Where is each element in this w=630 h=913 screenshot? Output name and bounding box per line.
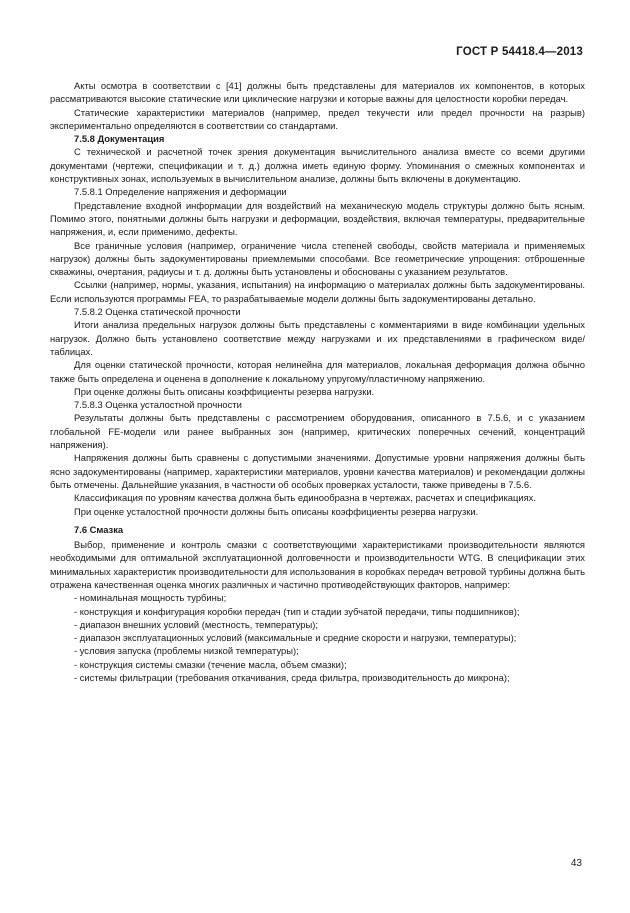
paragraph: Выбор, применение и контроль смазки с соответствующими характеристиками производительности являются необходимыми для оптимальной эксплуатационной долговечности и производительности WTG. В спецификации этих минимальных характеристик производительности для использования в коробках передач ветровой турбины должна быть отражена качественная оценка многих различных и частично противодействующих факторов, например:: [50, 539, 585, 590]
paragraph: С технической и расчетной точек зрения документация вычислительного анализа вместе со всеми другими документами (чертежи, спецификации и т. д.) должна иметь единую форму. Упоминания о смежных компонентах и конструктивных зонах, используемых в вычислительном анализе, должны быть включены в документацию.: [50, 146, 585, 185]
paragraph: Напряжения должны быть сравнены с допустимыми значениями. Допустимые уровни напряжения должны быть ясно задокументированы (например, характеристики материалов, уровни качества материалов) и рекомендации должны быть отмечены. Дальнейшие указания, в частности об особых проверках усталости, также приведены в 7.5.6.: [50, 452, 585, 490]
list-item: - диапазон внешних условий (местность, температуры);: [74, 618, 318, 630]
subsection-heading: 7.5.8.2 Оценка статической прочности: [74, 306, 241, 318]
paragraph: Ссылки (например, нормы, указания, испытания) на информацию о материалах должны быть задокументированы. Если используются программы FEA, то разрабатываемые модели должны быть задокументированы детально.: [50, 279, 585, 304]
list-item: - условия запуска (проблемы низкой температуры);: [74, 645, 299, 657]
paragraph: Акты осмотра в соответствии с [41] должны быть представлены для материалов их компонентов, в которых рассматриваются высокие статические или циклические нагрузки и которые важны для целостности коробки передач.: [50, 80, 585, 105]
paragraph: Представление входной информации для воздействий на механическую модель структуры должно быть ясным. Помимо этого, понятными должны быть нагрузки и деформации, воздействия, включая температуры, предварительные напряжения, и, если применимо, дефекты.: [50, 199, 585, 238]
section-heading: 7.6 Смазка: [74, 523, 124, 535]
standard-header: ГОСТ Р 54418.4—2013: [456, 46, 583, 58]
paragraph: Результаты должны быть представлены с рассмотрением оборудования, описанного в 7.5.6, и с указанием глобальной FE-модели или ранее выбранных зон (например, критических поперечных сечений, концентраций напряжения).: [50, 412, 585, 451]
page-number: 43: [570, 858, 582, 869]
subsection-heading: 7.5.8.3 Оценка усталостной прочности: [74, 399, 242, 411]
paragraph: При оценке усталостной прочности должны быть описаны коэффициенты резерва нагрузки.: [74, 505, 479, 517]
paragraph: Для оценки статической прочности, которая нелинейна для материалов, локальная деформация должна обычно также быть определена и оценена в дополнение к локальному упругому/пластичному напряжению.: [50, 359, 585, 384]
paragraph: Все граничные условия (например, ограничение числа степеней свободы, свойств материала и применяемых нагрузок) должны быть задокументированы приемлемыми способами. Все геометрические упрощения: отброшенные скважины, очертания, радиусы и т. д. должны быть установлены и обоснованы с указанием результатов.: [50, 239, 585, 278]
paragraph: Статические характеристики материалов (например, предел текучести или предел прочности на разрыв) экспериментально определяются в соответствии со стандартами.: [50, 106, 585, 131]
list-item: - конструкция системы смазки (течение масла, объем смазки);: [74, 658, 347, 670]
section-heading: 7.5.8 Документация: [74, 133, 165, 145]
paragraph: Классификация по уровням качества должна быть единообразна в чертежах, расчетах и спецификациях.: [74, 492, 536, 504]
subsection-heading: 7.5.8.1 Определение напряжения и деформации: [74, 186, 287, 198]
list-item: - диапазон эксплуатационных условий (максимальные и средние скорости и нагрузки, температуры);: [74, 632, 517, 644]
list-item: - конструкция и конфигурация коробки передач (тип и стадии зубчатой передачи, типы подшипников);: [74, 605, 520, 617]
document-body: [50, 79, 585, 684]
list-item: - системы фильтрации (требования откачивания, среда фильтра, производительность до микрона);: [74, 672, 510, 684]
paragraph: Итоги анализа предельных нагрузок должны быть представлены с комментариями в виде комбинации удельных нагрузок. Должно быть установлено соответствие между нагрузками и их представлениями в графическом виде/таблицах.: [50, 319, 585, 357]
paragraph: При оценке должны быть описаны коэффициенты резерва нагрузки.: [74, 385, 375, 397]
list-item: - номинальная мощность турбины;: [74, 592, 227, 604]
